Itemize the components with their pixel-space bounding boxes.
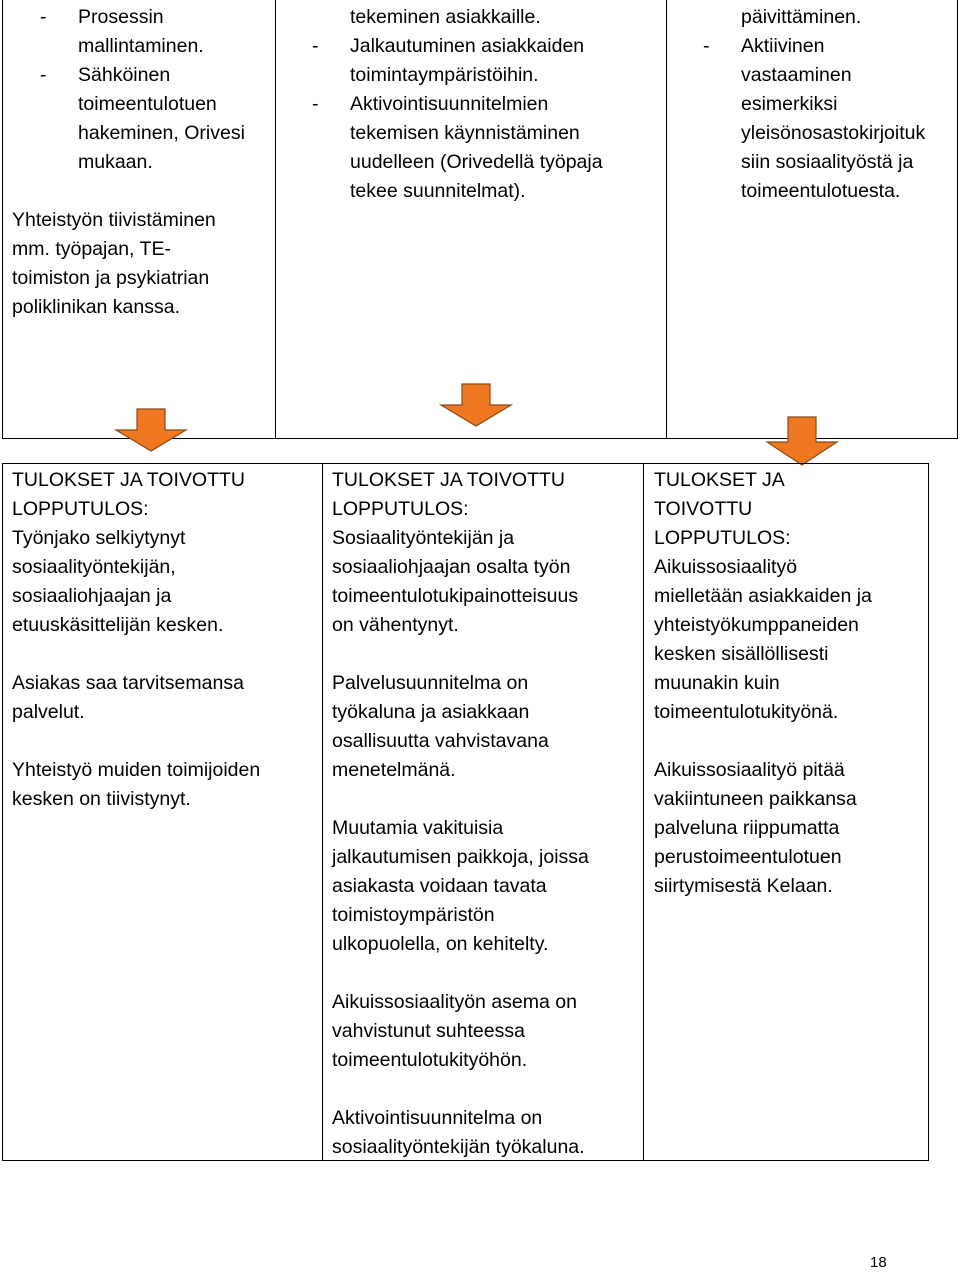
bullet-item bbox=[40, 3, 272, 61]
text-line: Asiakas saa tarvitsemansa bbox=[12, 672, 244, 694]
page-number: 18 bbox=[870, 1254, 887, 1271]
text-line: asiakasta voidaan tavata bbox=[332, 875, 547, 897]
text-line: perustoimeentulotuen bbox=[654, 846, 842, 868]
text-line: tekee suunnitelmat). bbox=[350, 180, 526, 202]
text-line: Sähköinen bbox=[78, 64, 171, 86]
text-line: Aktiivinen bbox=[741, 35, 825, 57]
text-line: Aikuissosiaalityö pitää bbox=[654, 759, 845, 781]
text-line: palvelut. bbox=[12, 701, 85, 723]
top-col3-text bbox=[703, 3, 956, 206]
results-heading: LOPPUTULOS: bbox=[12, 498, 149, 520]
results-col3-text bbox=[654, 466, 926, 901]
text-line: Työnjako selkiytynyt bbox=[12, 527, 186, 549]
text-line: siin sosiaalityöstä ja bbox=[741, 151, 914, 173]
text-line: mallintaminen. bbox=[78, 35, 204, 57]
text-line: toimiston ja psykiatrian bbox=[12, 267, 210, 289]
text-line: Aikuissosiaalityön asema on bbox=[332, 991, 577, 1013]
results-heading: LOPPUTULOS: bbox=[332, 498, 469, 520]
text-line: palveluna riippumatta bbox=[654, 817, 840, 839]
text-line: Yhteistyön tiivistäminen bbox=[12, 209, 216, 231]
text-line: toimeentulotuen bbox=[78, 93, 217, 115]
text-line: Palvelusuunnitelma on bbox=[332, 672, 529, 694]
bullet-dash: - bbox=[40, 64, 47, 86]
text-line: muunakin kuin bbox=[654, 672, 780, 694]
text-line: toimeentulotukipainotteisuus bbox=[332, 585, 579, 607]
text-line: poliklinikan kanssa. bbox=[12, 296, 181, 318]
top-col2-text bbox=[312, 3, 662, 206]
text-line: toimistoympäristön bbox=[332, 904, 495, 926]
text-line: jalkautumisen paikkoja, joissa bbox=[332, 846, 589, 868]
text-line: tekeminen asiakkaille. bbox=[350, 6, 541, 28]
text-line: kesken on tiivistynyt. bbox=[12, 788, 191, 810]
top-col1-text bbox=[40, 3, 272, 177]
text-line: työkaluna ja asiakkaan bbox=[332, 701, 530, 723]
text-line: kesken sisällöllisesti bbox=[654, 643, 829, 665]
text-line: vahvistunut suhteessa bbox=[332, 1020, 525, 1042]
results-heading: TULOKSET JA TOIVOTTU bbox=[12, 469, 245, 491]
text-line: Yhteistyö muiden toimijoiden bbox=[12, 759, 261, 781]
text-line: toimintaympäristöihin. bbox=[350, 64, 539, 86]
text-line: sosiaaliohjaajan ja bbox=[12, 585, 172, 607]
text-line: Aikuissosiaalityö bbox=[654, 556, 798, 578]
down-arrow-icon bbox=[765, 416, 839, 466]
bullet-item bbox=[312, 90, 662, 206]
text-line: sosiaalityöntekijän työkaluna. bbox=[332, 1136, 585, 1158]
text-line: mm. työpajan, TE- bbox=[12, 238, 171, 260]
text-line: toimeentulotuesta. bbox=[741, 180, 901, 202]
text-line: toimeentulotukityönä. bbox=[654, 701, 839, 723]
text-line: vakiintuneen paikkansa bbox=[654, 788, 857, 810]
text-line: yleisönosastokirjoituk bbox=[741, 122, 926, 144]
text-line: mukaan. bbox=[78, 151, 153, 173]
bullet-item bbox=[312, 32, 662, 90]
text-line: siirtymisestä Kelaan. bbox=[654, 875, 833, 897]
text-line: osallisuutta vahvistavana bbox=[332, 730, 549, 752]
results-heading: TULOKSET JA TOIVOTTU bbox=[332, 469, 565, 491]
text-line: vastaaminen bbox=[741, 64, 852, 86]
text-line: Prosessin bbox=[78, 6, 164, 28]
bullet-dash: - bbox=[40, 6, 47, 28]
results-col2-text bbox=[332, 466, 640, 1162]
text-line: etuuskäsittelijän kesken. bbox=[12, 614, 224, 636]
results-heading: LOPPUTULOS: bbox=[654, 527, 791, 549]
down-arrow-icon bbox=[439, 383, 513, 427]
text-line: uudelleen (Orivedellä työpaja bbox=[350, 151, 603, 173]
bullet-dash: - bbox=[703, 35, 710, 57]
results-heading: TULOKSET JA bbox=[654, 469, 785, 491]
text-line: hakeminen, Orivesi bbox=[78, 122, 245, 144]
bullet-dash: - bbox=[312, 93, 319, 115]
top-col1-paragraph bbox=[12, 206, 274, 322]
bullet-item bbox=[703, 32, 956, 206]
text-line: ulkopuolella, on kehitelty. bbox=[332, 933, 549, 955]
text-line: Muutamia vakituisia bbox=[332, 817, 504, 839]
bullet-item bbox=[40, 61, 272, 177]
text-line: mielletään asiakkaiden ja bbox=[654, 585, 872, 607]
text-line: Aktivointisuunnitelma on bbox=[332, 1107, 543, 1129]
text-line: toimeentulotukityöhön. bbox=[332, 1049, 528, 1071]
text-line: esimerkiksi bbox=[741, 93, 838, 115]
text-line: menetelmänä. bbox=[332, 759, 456, 781]
text-line: Jalkautuminen asiakkaiden bbox=[350, 35, 585, 57]
text-line: päivittäminen. bbox=[741, 6, 862, 28]
bullet-dash: - bbox=[312, 35, 319, 57]
text-line: yhteistyökumppaneiden bbox=[654, 614, 859, 636]
text-line: sosiaalityöntekijän, bbox=[12, 556, 176, 578]
text-line: Aktivointisuunnitelmien bbox=[350, 93, 549, 115]
text-line: tekemisen käynnistäminen bbox=[350, 122, 580, 144]
text-line: sosiaaliohjaajan osalta työn bbox=[332, 556, 571, 578]
down-arrow-icon bbox=[114, 408, 188, 452]
results-col1-text bbox=[12, 466, 318, 814]
results-heading: TOIVOTTU bbox=[654, 498, 753, 520]
text-line: Sosiaalityöntekijän ja bbox=[332, 527, 515, 549]
text-line: on vähentynyt. bbox=[332, 614, 459, 636]
